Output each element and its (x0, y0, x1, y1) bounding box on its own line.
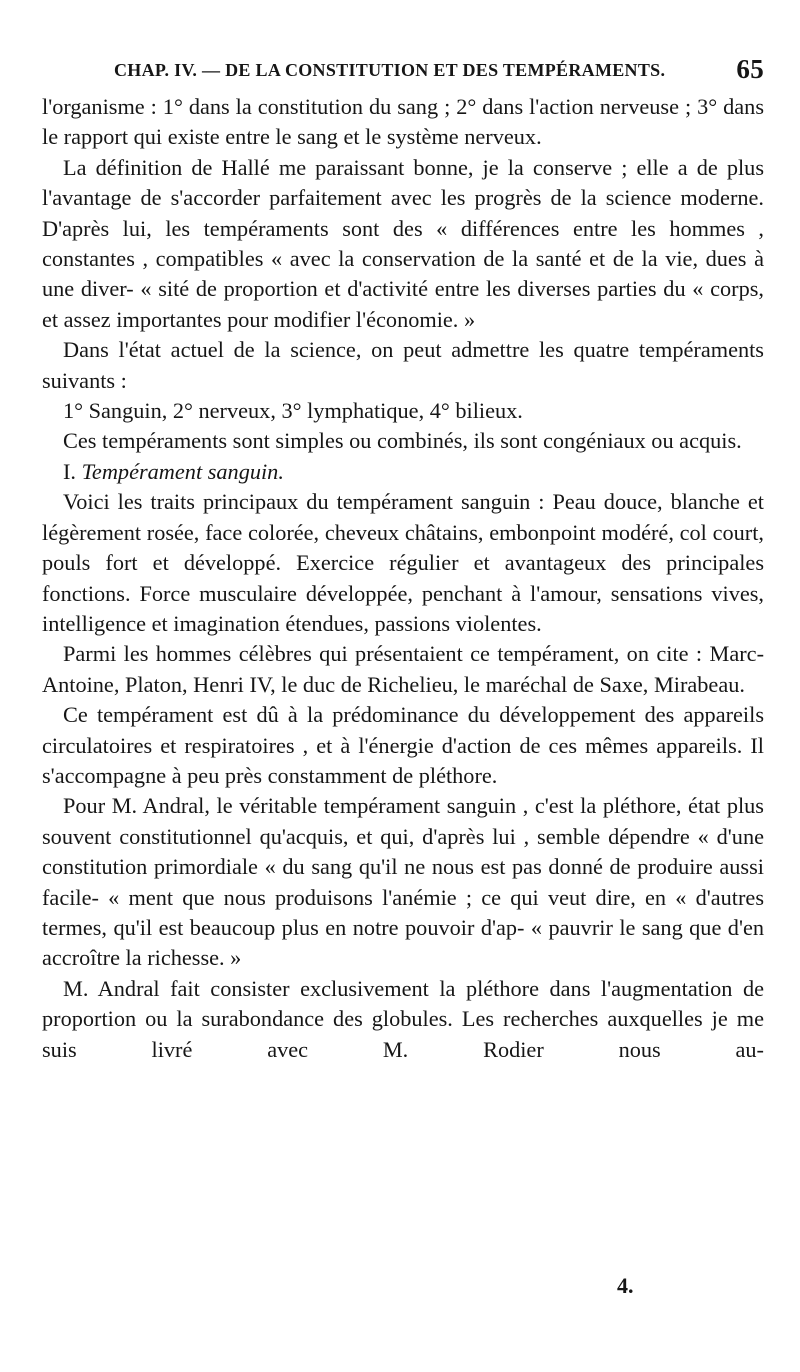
paragraph: l'organisme : 1° dans la constitution du sang ; 2° dans l'action nerveuse ; 3° dans le rapport qui existe entre le sang et le système nerveux. (42, 94, 764, 150)
running-header (92, 50, 764, 90)
paragraph: Dans l'état actuel de la science, on peut admettre les quatre tempéraments suivants : (42, 337, 764, 393)
section-heading (42, 457, 764, 487)
paragraph: Pour M. Andral, le véritable tempérament sanguin , c'est la pléthore, état plus souvent constitutionnel qu'acquis, et qui, d'après lui , semble dépendre « d'une constitution primordiale « du sang qu'il ne nous est pas donné de produire aussi facile- « ment que nous produisons l'anémie ; ce qui veut dire, en « d'autres termes, qu'il est beaucoup plus en notre pouvoir d'ap- « pauvrir le sang que d'en accroître la richesse. » (42, 793, 764, 971)
signature-mark: 4. (617, 1273, 634, 1298)
paragraph: 1° Sanguin, 2° nerveux, 3° lymphatique, 4° bilieux. (63, 398, 523, 424)
body-text (42, 92, 764, 1065)
paragraph: Parmi les hommes célèbres qui présentaient ce tempérament, on cite : Marc-Antoine, Platon, Henri IV, le duc de Richelieu, le maréchal de Saxe, Mirabeau. (42, 641, 764, 697)
section-number: I. (63, 458, 82, 484)
paragraph: Ces tempéraments sont simples ou combinés, ils sont congéniaux ou acquis. (63, 428, 742, 454)
paragraph: Voici les traits principaux du tempérament sanguin : Peau douce, blanche et légèrement rosée, face colorée, cheveux châtains, embonpoint modéré, col court, pouls fort et développé. Exercice régulier et avantageux des principales fonctions. Force musculaire développée, penchant à l'amour, sensations vives, intelligence et imagination étendues, passions violentes. (42, 489, 764, 636)
paragraph: M. Andral fait consister exclusivement la pléthore dans l'augmentation de proportion ou la surabondance des globules. Les recherches auxquelles je me suis livré avec M. Rodier nous au- (42, 975, 764, 1062)
running-title: CHAP. IV. — DE LA CONSTITUTION ET DES TEMPÉRAMENTS. (114, 60, 666, 80)
section-title: Tempérament sanguin. (81, 458, 284, 484)
paragraph: La définition de Hallé me paraissant bonne, je la conserve ; elle a de plus l'avantage de s'accorder parfaitement avec les progrès de la science moderne. D'après lui, les tempéraments sont des « différences entre les hommes , constantes , compatibles « avec la conservation de la santé et de la vie, dues à une diver- « sité de proportion et d'activité entre les diverses parties du « corps, et assez importantes pour modifier l'économie. » (42, 154, 764, 332)
page-number: 65 (736, 54, 764, 84)
paragraph: Ce tempérament est dû à la prédominance du développement des appareils circulatoires et respiratoires , et à l'énergie d'action de ces mêmes appareils. Il s'accompagne à peu près constamment de pléthore. (42, 702, 764, 788)
